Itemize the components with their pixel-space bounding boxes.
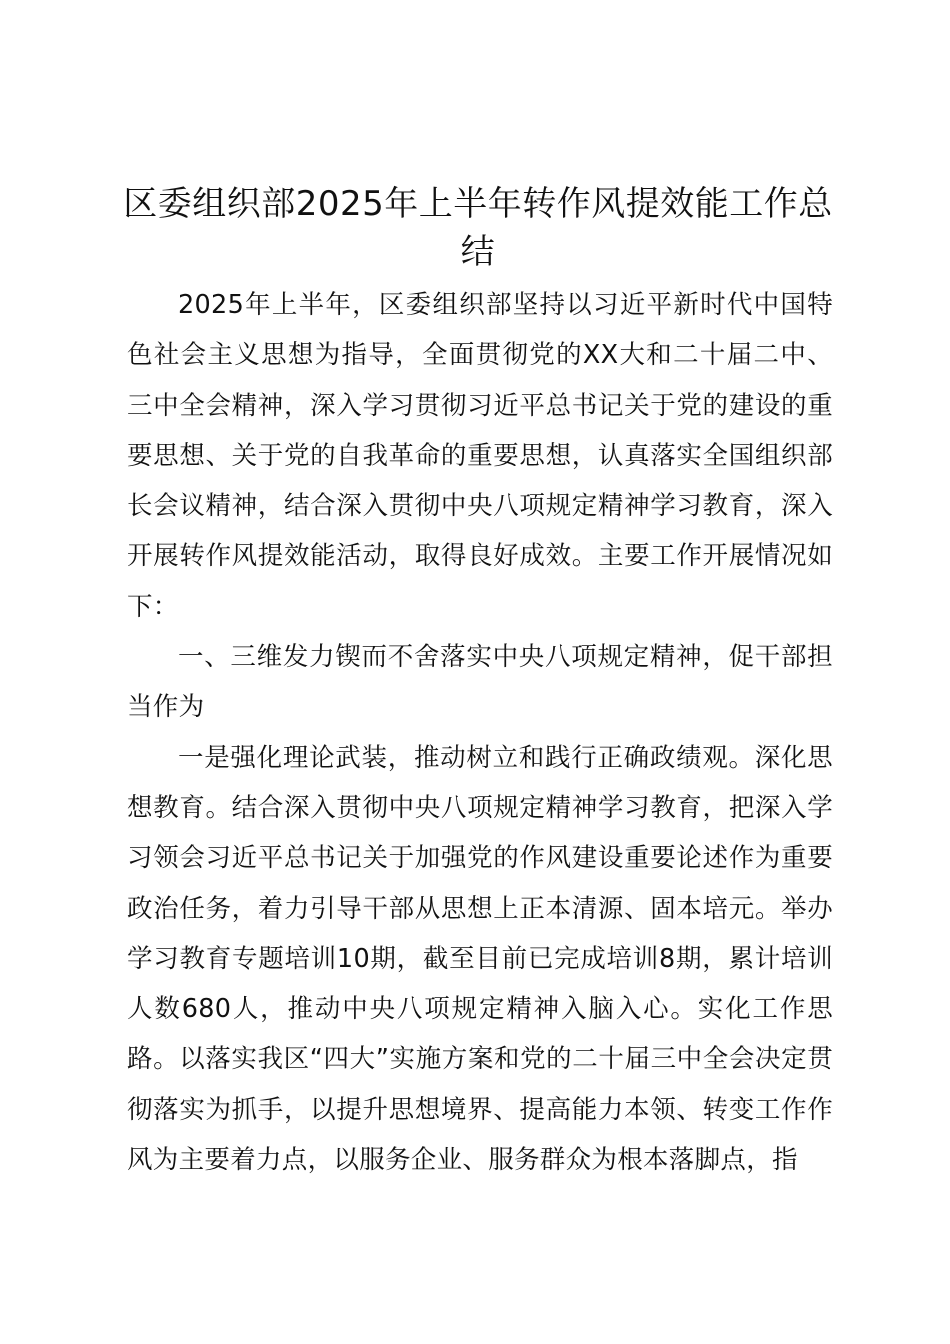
intro-paragraph: 2025年上半年，区委组织部坚持以习近平新时代中国特色社会主义思想为指导，全面贯彻党的XX大和二十届二中、三中全会精神，深入学习贯彻习近平总书记关于党的建设的重要思想、关于党的自我革命的重要思想，认真落实全国组织部长会议精神，结合深入贯彻中央八项规定精神学习教育，深入开展转作风提效能活动，取得良好成效。主要工作开展情况如下： — [127, 290, 833, 622]
section-heading-1: 一、三维发力锲而不舍落实中央八项规定精神，促干部担当作为 — [127, 642, 833, 723]
document-body — [127, 280, 833, 1185]
section-1-paragraph: 一是强化理论武装，推动树立和践行正确政绩观。深化思想教育。结合深入贯彻中央八项规定精神学习教育，把深入学习领会习近平总书记关于加强党的作风建设重要论述作为重要政治任务，着力引导干部从思想上正本清源、固本培元。举办学习教育专题培训10期，截至目前已完成培训8期，累计培训人数680人，推动中央八项规定精神入脑入心。实化工作思路。以落实我区“四大”实施方案和党的二十届三中全会决定贯彻落实为抓手，以提升思想境界、提高能力本领、转变工作作风为主要着力点，以服务企业、服务群众为根本落脚点，指 — [127, 742, 833, 1176]
document-title: 区委组织部2025年上半年转作风提效能工作总结 — [123, 184, 833, 272]
